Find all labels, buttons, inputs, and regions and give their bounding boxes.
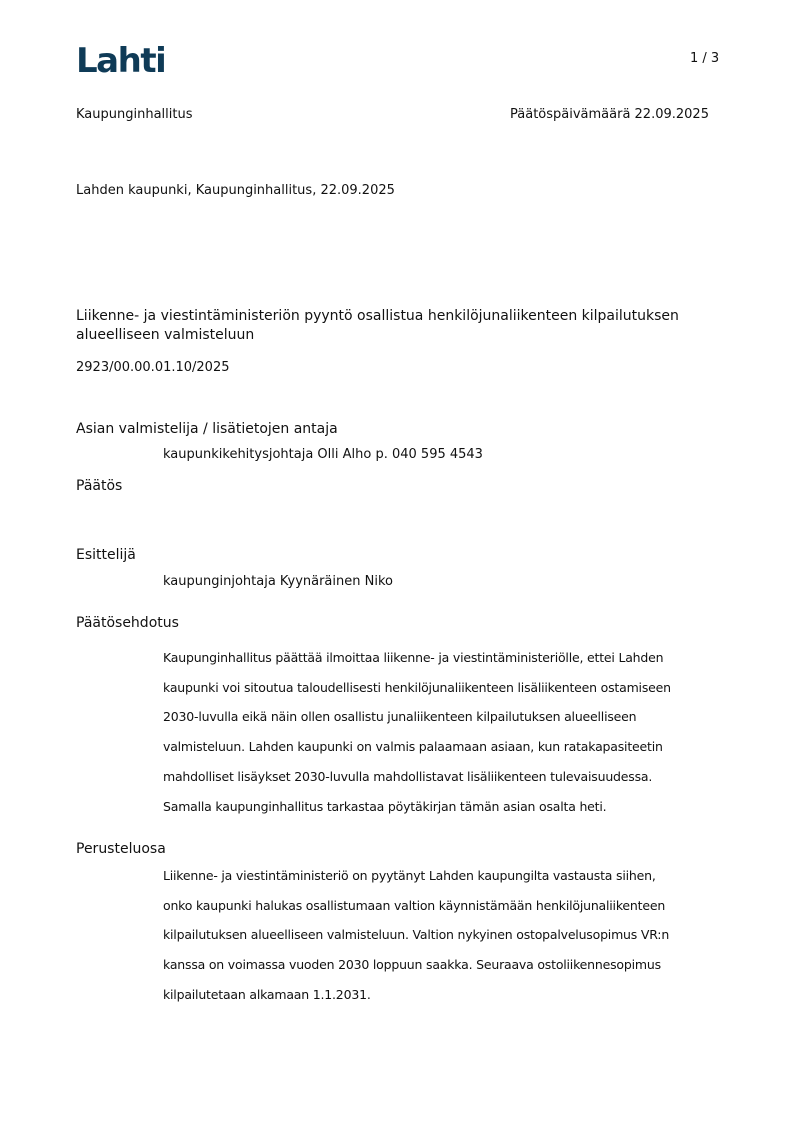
preparer-heading: Asian valmistelija / lisätietojen antaja [76, 421, 338, 437]
presenter-text: kaupunginjohtaja Kyynäräinen Niko [163, 574, 393, 589]
basis-line: kanssa on voimassa vuoden 2030 loppuun saakka. Seuraava ostoliikennesopimus [163, 957, 661, 973]
document-title [76, 307, 679, 345]
proposal-line: mahdolliset lisäykset 2030-luvulla mahdollistavat lisäliikenteen tulevaisuudessa. [163, 768, 653, 784]
preparer-text: kaupunkikehitysjohtaja Olli Alho p. 040 595 4543 [163, 447, 483, 462]
document-title-line-2: alueelliseen valmisteluun [76, 327, 255, 343]
document-title-line-1: Liikenne- ja viestintäministeriön pyyntö osallistua henkilöjunaliikenteen kilpailutuksen [76, 308, 679, 324]
basis-line: kilpailutuksen alueelliseen valmisteluun. Valtion nykyinen ostopalvelusopimus VR:n [163, 927, 670, 943]
proposal-heading: Päätösehdotus [76, 615, 179, 631]
proposal-line: 2030-luvulla eikä näin ollen osallistu junaliikenteen kilpailutuksen alueelliseen [163, 709, 637, 725]
lahti-logo: Lahti [76, 41, 166, 81]
basis-paragraph [163, 861, 723, 1010]
basis-heading: Perusteluosa [76, 841, 166, 857]
basis-line: onko kaupunki halukas osallistumaan valtion käynnistämään henkilöjunaliikenteen [163, 897, 666, 913]
proposal-line: Kaupunginhallitus päättää ilmoittaa liikenne- ja viestintäministeriölle, ettei Lahden [163, 650, 664, 665]
proposal-line: valmisteluun. Lahden kaupunki on valmis palaamaan asiaan, kun ratakapasiteetin [163, 739, 663, 755]
proposal-line: kaupunki voi sitoutua taloudellisesti henkilöjunaliikenteen lisäliikenteen ostamiseen [163, 679, 671, 695]
presenter-heading: Esittelijä [76, 547, 136, 563]
body-name: Kaupunginhallitus [76, 107, 193, 122]
meeting-line: Lahden kaupunki, Kaupunginhallitus, 22.09.2025 [76, 183, 395, 198]
decision-heading: Päätös [76, 478, 123, 494]
decision-date: Päätöspäivämäärä 22.09.2025 [510, 107, 709, 122]
basis-line: Liikenne- ja viestintäministeriö on pyytänyt Lahden kaupungilta vastausta siihen, [163, 868, 656, 883]
page-number: 1 / 3 [690, 51, 720, 66]
proposal-paragraph [163, 643, 723, 821]
proposal-line: Samalla kaupunginhallitus tarkastaa pöytäkirjan tämän asian osalta heti. [163, 798, 607, 814]
basis-line: kilpailutetaan alkamaan 1.1.2031. [163, 986, 371, 1002]
case-number: 2923/00.00.01.10/2025 [76, 360, 230, 375]
